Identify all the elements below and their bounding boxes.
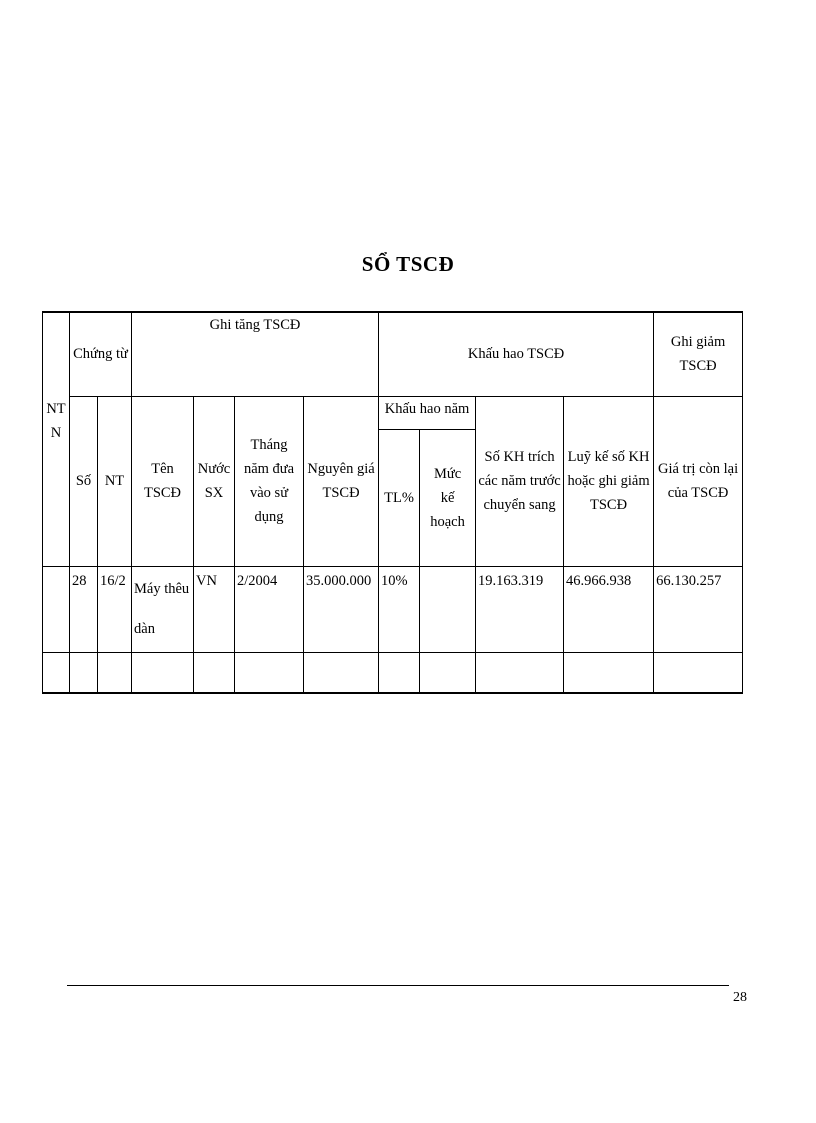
header-chung-tu: Chứng từ [70, 312, 132, 396]
cell-nt: 16/2 [98, 566, 132, 652]
header-ten: Tên TSCĐ [132, 396, 194, 566]
cell-so-kh [476, 652, 564, 693]
cell-nt [98, 652, 132, 693]
page-title: SỔ TSCĐ [361, 252, 455, 276]
cell-tl [379, 652, 420, 693]
cell-luy-ke [564, 652, 654, 693]
cell-muc [420, 566, 476, 652]
header-nuoc-sx: Nước SX [194, 396, 235, 566]
cell-gia-tri [654, 652, 743, 693]
cell-so-kh: 19.163.319 [476, 566, 564, 652]
table-row [43, 652, 743, 693]
header-thang-nam: Tháng năm đưa vào sử dụng [235, 396, 304, 566]
header-gia-tri: Giá trị còn lại của TSCĐ [654, 396, 743, 566]
page-number: 28 [733, 990, 747, 1005]
header-nt: NT [98, 396, 132, 566]
cell-thang: 2/2004 [235, 566, 304, 652]
cell-ntn [43, 652, 70, 693]
cell-luy-ke: 46.966.938 [564, 566, 654, 652]
header-ghi-giam: Ghi giảm TSCĐ [654, 312, 743, 396]
cell-thang [235, 652, 304, 693]
header-tl: TL% [379, 429, 420, 566]
cell-nuoc [194, 652, 235, 693]
cell-so [70, 652, 98, 693]
header-so-kh: Số KH trích các năm trước chuyển sang [476, 396, 564, 566]
cell-nguyen-gia [304, 652, 379, 693]
header-ntn: NT N [43, 312, 70, 566]
footer-divider [67, 985, 729, 986]
header-khau-hao: Khấu hao TSCĐ [379, 312, 654, 396]
header-ghi-tang: Ghi tăng TSCĐ [132, 312, 379, 396]
header-khau-hao-nam: Khấu hao năm [379, 396, 476, 429]
header-so: Số [70, 396, 98, 566]
fixed-asset-ledger-table [42, 311, 743, 694]
cell-ntn [43, 566, 70, 652]
header-muc: Mức kế hoạch [420, 429, 476, 566]
cell-so: 28 [70, 566, 98, 652]
cell-nguyen-gia: 35.000.000 [304, 566, 379, 652]
cell-ten [132, 652, 194, 693]
cell-gia-tri: 66.130.257 [654, 566, 743, 652]
header-nguyen-gia: Nguyên giá TSCĐ [304, 396, 379, 566]
cell-tl: 10% [379, 566, 420, 652]
cell-ten: Máy thêu dàn [132, 566, 194, 652]
cell-muc [420, 652, 476, 693]
header-luy-ke: Luỹ kế số KH hoặc ghi giảm TSCĐ [564, 396, 654, 566]
cell-nuoc: VN [194, 566, 235, 652]
table-row [43, 566, 743, 652]
